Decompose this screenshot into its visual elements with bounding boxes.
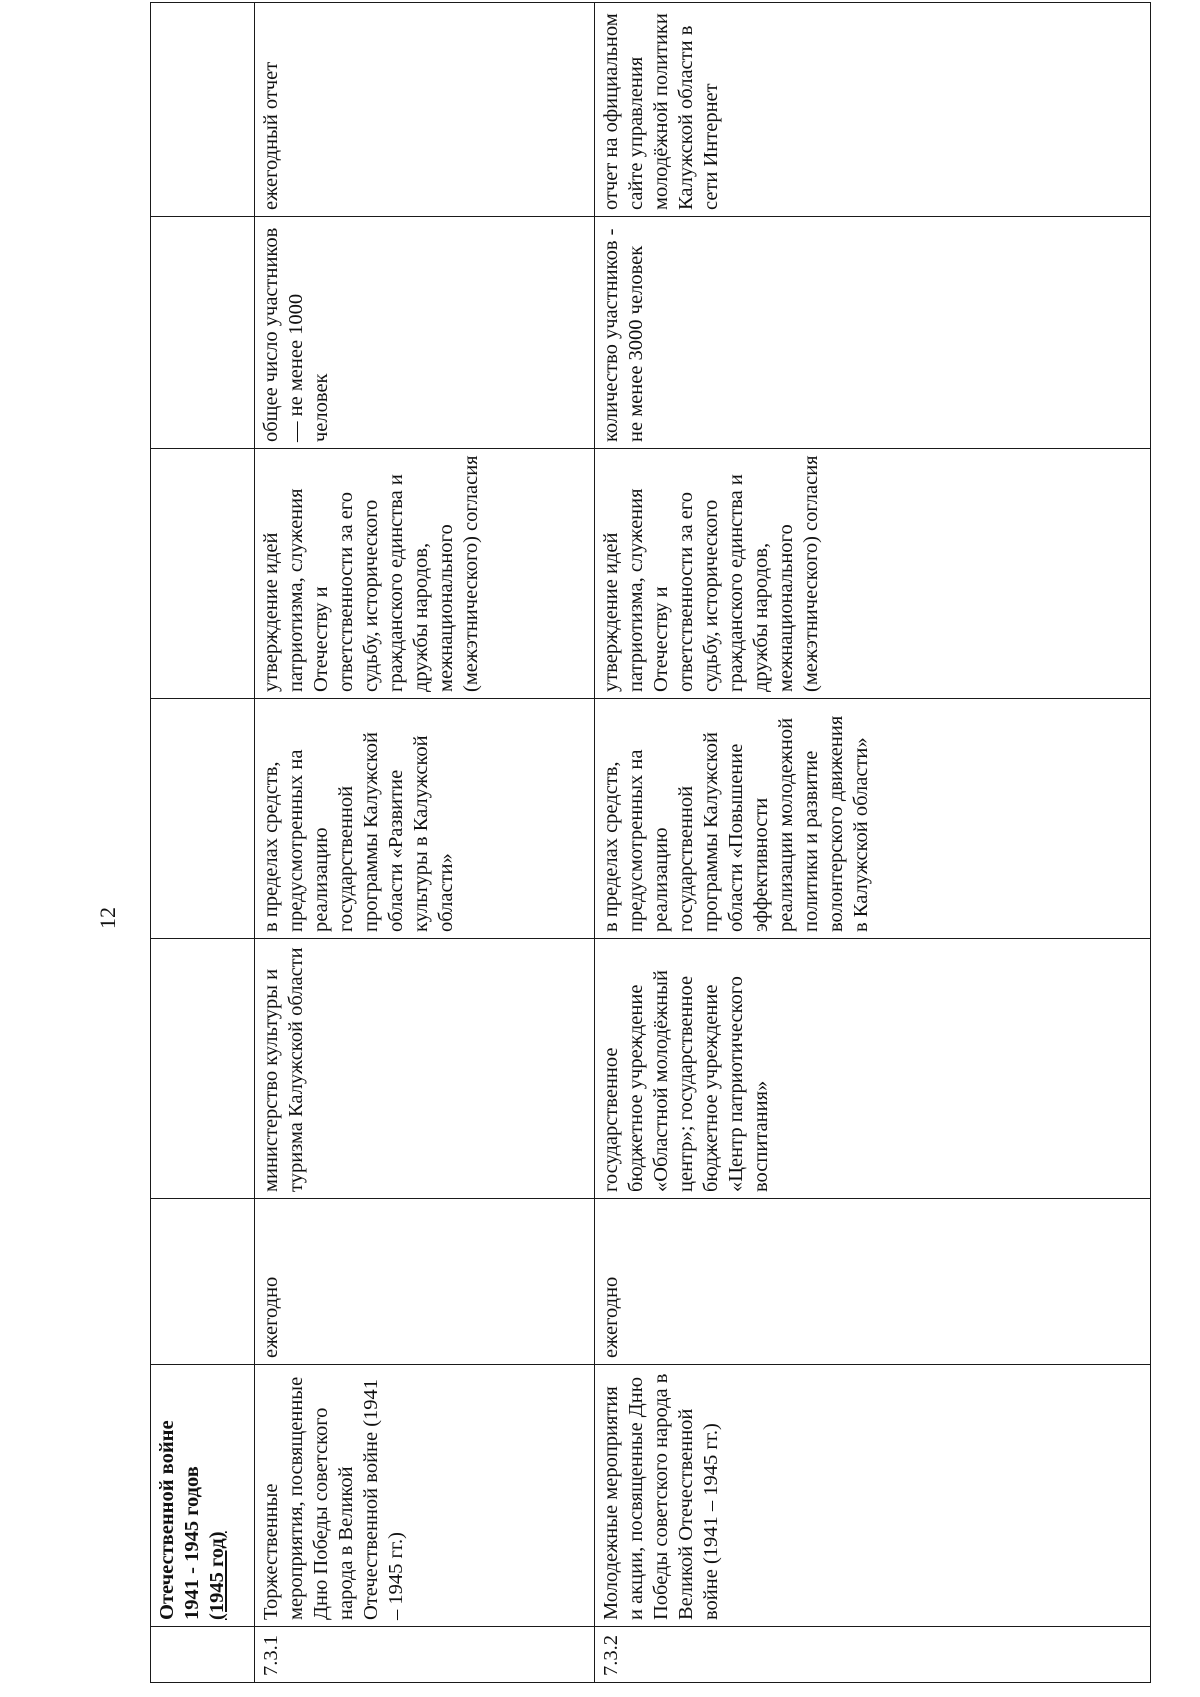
section-title-line-3 xyxy=(205,1371,230,1620)
event-report: отчет на официальном сайте управления молодёжной политики Калужской области в сети Интернет xyxy=(595,3,1151,217)
section-title xyxy=(151,1365,255,1627)
header-cell-executor xyxy=(151,939,255,1199)
event-executor: государственное бюджетное учреждение «Областной молодёжный центр»; государственное бюджетное учреждение «Центр патриотического воспитания» xyxy=(595,939,1151,1199)
table-row xyxy=(255,3,595,1683)
section-title-line-1: Отечественной войне xyxy=(156,1420,178,1620)
table-row xyxy=(595,3,1151,1683)
section-title-year: (1945 год) xyxy=(206,1531,228,1620)
event-period: ежегодно xyxy=(595,1199,1151,1365)
event-result: утверждение идей патриотизма, служения Отечеству и ответственности за его судьбу, исторического гражданского единства и дружбы народов, межнационального (межэтнического) согласия xyxy=(595,449,1151,699)
event-name: Торжественные мероприятия, посвященные Дню Победы советского народа в Великой Отечественной войне (1941 – 1945 гг.) xyxy=(255,1365,595,1627)
table-section-header-row xyxy=(151,3,255,1683)
header-cell-period xyxy=(151,1199,255,1365)
header-cell-financing xyxy=(151,699,255,939)
page-number: 12 xyxy=(95,907,120,929)
event-financing: в пределах средств, предусмотренных на реализацию государственной программы Калужской области «Повышение эффективности реализации молодежной политики и развитие волонтерского движения в Калужской области» xyxy=(595,699,1151,939)
header-cell-num xyxy=(151,1627,255,1683)
event-report: ежегодный отчет xyxy=(255,3,595,217)
event-indicator: количество участников - не менее 3000 человек xyxy=(595,217,1151,449)
row-number: 7.3.1 xyxy=(255,1627,595,1683)
event-period: ежегодно xyxy=(255,1199,595,1365)
event-executor: министерство культуры и туризма Калужской области xyxy=(255,939,595,1199)
event-indicator: общее число участников — не менее 1000 человек xyxy=(255,217,595,449)
activities-table xyxy=(150,2,1151,1683)
header-cell-indicator xyxy=(151,217,255,449)
section-title-line-2: 1941 - 1945 годов xyxy=(181,1466,203,1620)
event-financing: в пределах средств, предусмотренных на реализацию государственной программы Калужской области «Развитие культуры в Калужской области» xyxy=(255,699,595,939)
event-result: утверждение идей патриотизма, служения Отечеству и ответственности за его судьбу, исторического гражданского единства и дружбы народов, межнационального (межэтнического) согласия xyxy=(255,449,595,699)
header-cell-result xyxy=(151,449,255,699)
rotated-table-container xyxy=(150,3,1150,1683)
header-cell-report xyxy=(151,3,255,217)
event-name: Молодежные мероприятия и акции, посвященные Дню Победы советского народа в Великой Отечественной войне (1941 – 1945 гг.) xyxy=(595,1365,1151,1627)
row-number: 7.3.2 xyxy=(595,1627,1151,1683)
